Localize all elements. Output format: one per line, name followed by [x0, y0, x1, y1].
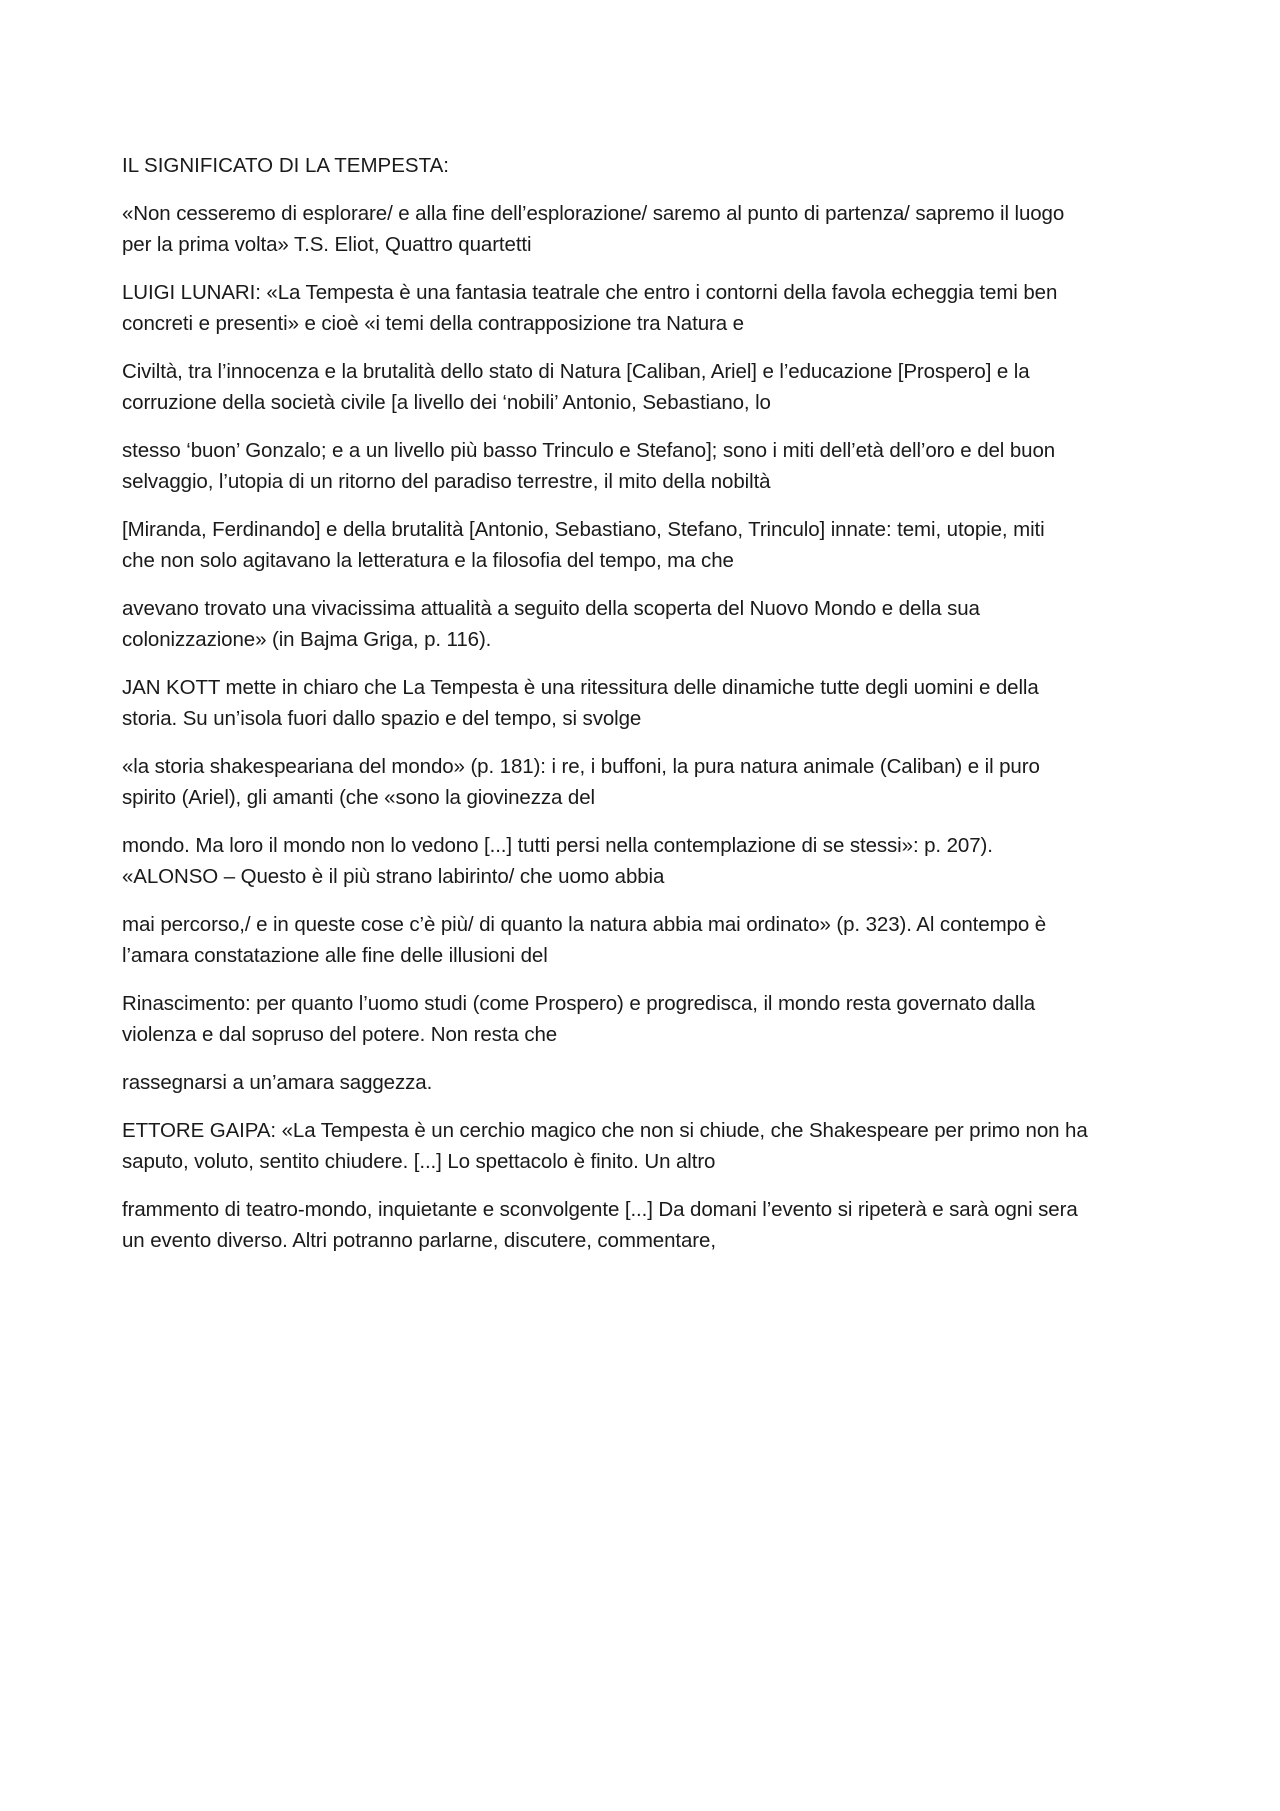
paragraph — [122, 1067, 1182, 1098]
paragraph-line: avevano trovato una vivacissima attualità a seguito della scoperta del Nuovo Mondo e della sua — [122, 597, 980, 620]
paragraph-line: stesso ‘buon’ Gonzalo; e a un livello più basso Trinculo e Stefano]; sono i miti dell’età dell’oro e del buon — [122, 439, 1056, 462]
paragraph-line: rassegnarsi a un’amara saggezza. — [122, 1071, 433, 1094]
paragraph — [122, 277, 1182, 339]
paragraph-line: LUIGI LUNARI: «La Tempesta è una fantasia teatrale che entro i contorni della favola echeggia temi ben — [122, 281, 1058, 304]
paragraph-line: l’amara constatazione alle fine delle illusioni del — [122, 944, 548, 967]
paragraph-line: ETTORE GAIPA: «La Tempesta è un cerchio magico che non si chiude, che Shakespeare per primo non ha — [122, 1119, 1088, 1142]
paragraph — [122, 593, 1182, 655]
paragraph-line: concreti e presenti» e cioè «i temi della contrapposizione tra Natura e — [122, 312, 744, 335]
paragraph-line: un evento diverso. Altri potranno parlarne, discutere, commentare, — [122, 1229, 716, 1252]
paragraph — [122, 830, 1182, 892]
paragraph-line: saputo, voluto, sentito chiudere. [...] Lo spettacolo è finito. Un altro — [122, 1150, 716, 1173]
paragraph-line: «la storia shakespeariana del mondo» (p. 181): i re, i buffoni, la pura natura animale (Caliban) e il puro — [122, 755, 1040, 778]
paragraph-line: colonizzazione» (in Bajma Griga, p. 116). — [122, 628, 492, 651]
paragraph-line: mondo. Ma loro il mondo non lo vedono [...] tutti persi nella contemplazione di se stessi»: p. 207). — [122, 834, 993, 857]
paragraph — [122, 988, 1182, 1050]
paragraph-line: violenza e dal sopruso del potere. Non resta che — [122, 1023, 558, 1046]
paragraph-line: Rinascimento: per quanto l’uomo studi (come Prospero) e progredisca, il mondo resta governato dalla — [122, 992, 1036, 1015]
paragraph-line: per la prima volta» T.S. Eliot, Quattro quartetti — [122, 233, 532, 256]
paragraph-line: corruzione della società civile [a livello dei ‘nobili’ Antonio, Sebastiano, lo — [122, 391, 771, 414]
paragraph-list — [122, 198, 1182, 1256]
paragraph-line: storia. Su un’isola fuori dallo spazio e del tempo, si svolge — [122, 707, 642, 730]
paragraph — [122, 1194, 1182, 1256]
paragraph-line: «ALONSO – Questo è il più strano labirinto/ che uomo abbia — [122, 865, 665, 888]
document-heading: IL SIGNIFICATO DI LA TEMPESTA: — [122, 154, 449, 177]
paragraph — [122, 356, 1182, 418]
paragraph-line: frammento di teatro-mondo, inquietante e sconvolgente [...] Da domani l’evento si ripeterà e sarà ogni sera — [122, 1198, 1078, 1221]
paragraph-line: selvaggio, l’utopia di un ritorno del paradiso terrestre, il mito della nobiltà — [122, 470, 771, 493]
document-body — [122, 150, 1182, 1273]
paragraph-line: spirito (Ariel), gli amanti (che «sono la giovinezza del — [122, 786, 595, 809]
paragraph-line: Civiltà, tra l’innocenza e la brutalità dello stato di Natura [Caliban, Ariel] e l’educazione [Prospero] e la — [122, 360, 1030, 383]
paragraph — [122, 1115, 1182, 1177]
paragraph-line: mai percorso,/ e in queste cose c’è più/ di quanto la natura abbia mai ordinato» (p. 323). Al contempo è — [122, 913, 1047, 936]
paragraph-line: JAN KOTT mette in chiaro che La Tempesta è una ritessitura delle dinamiche tutte degli uomini e della — [122, 676, 1039, 699]
paragraph — [122, 672, 1182, 734]
paragraph — [122, 198, 1182, 260]
paragraph-line: [Miranda, Ferdinando] e della brutalità [Antonio, Sebastiano, Stefano, Trinculo] innate: temi, utopie, miti — [122, 518, 1045, 541]
paragraph — [122, 514, 1182, 576]
paragraph — [122, 435, 1182, 497]
paragraph — [122, 909, 1182, 971]
paragraph-line: «Non cesseremo di esplorare/ e alla fine dell’esplorazione/ saremo al punto di partenza/ sapremo il luogo — [122, 202, 1065, 225]
paragraph-line: che non solo agitavano la letteratura e la filosofia del tempo, ma che — [122, 549, 734, 572]
paragraph — [122, 751, 1182, 813]
